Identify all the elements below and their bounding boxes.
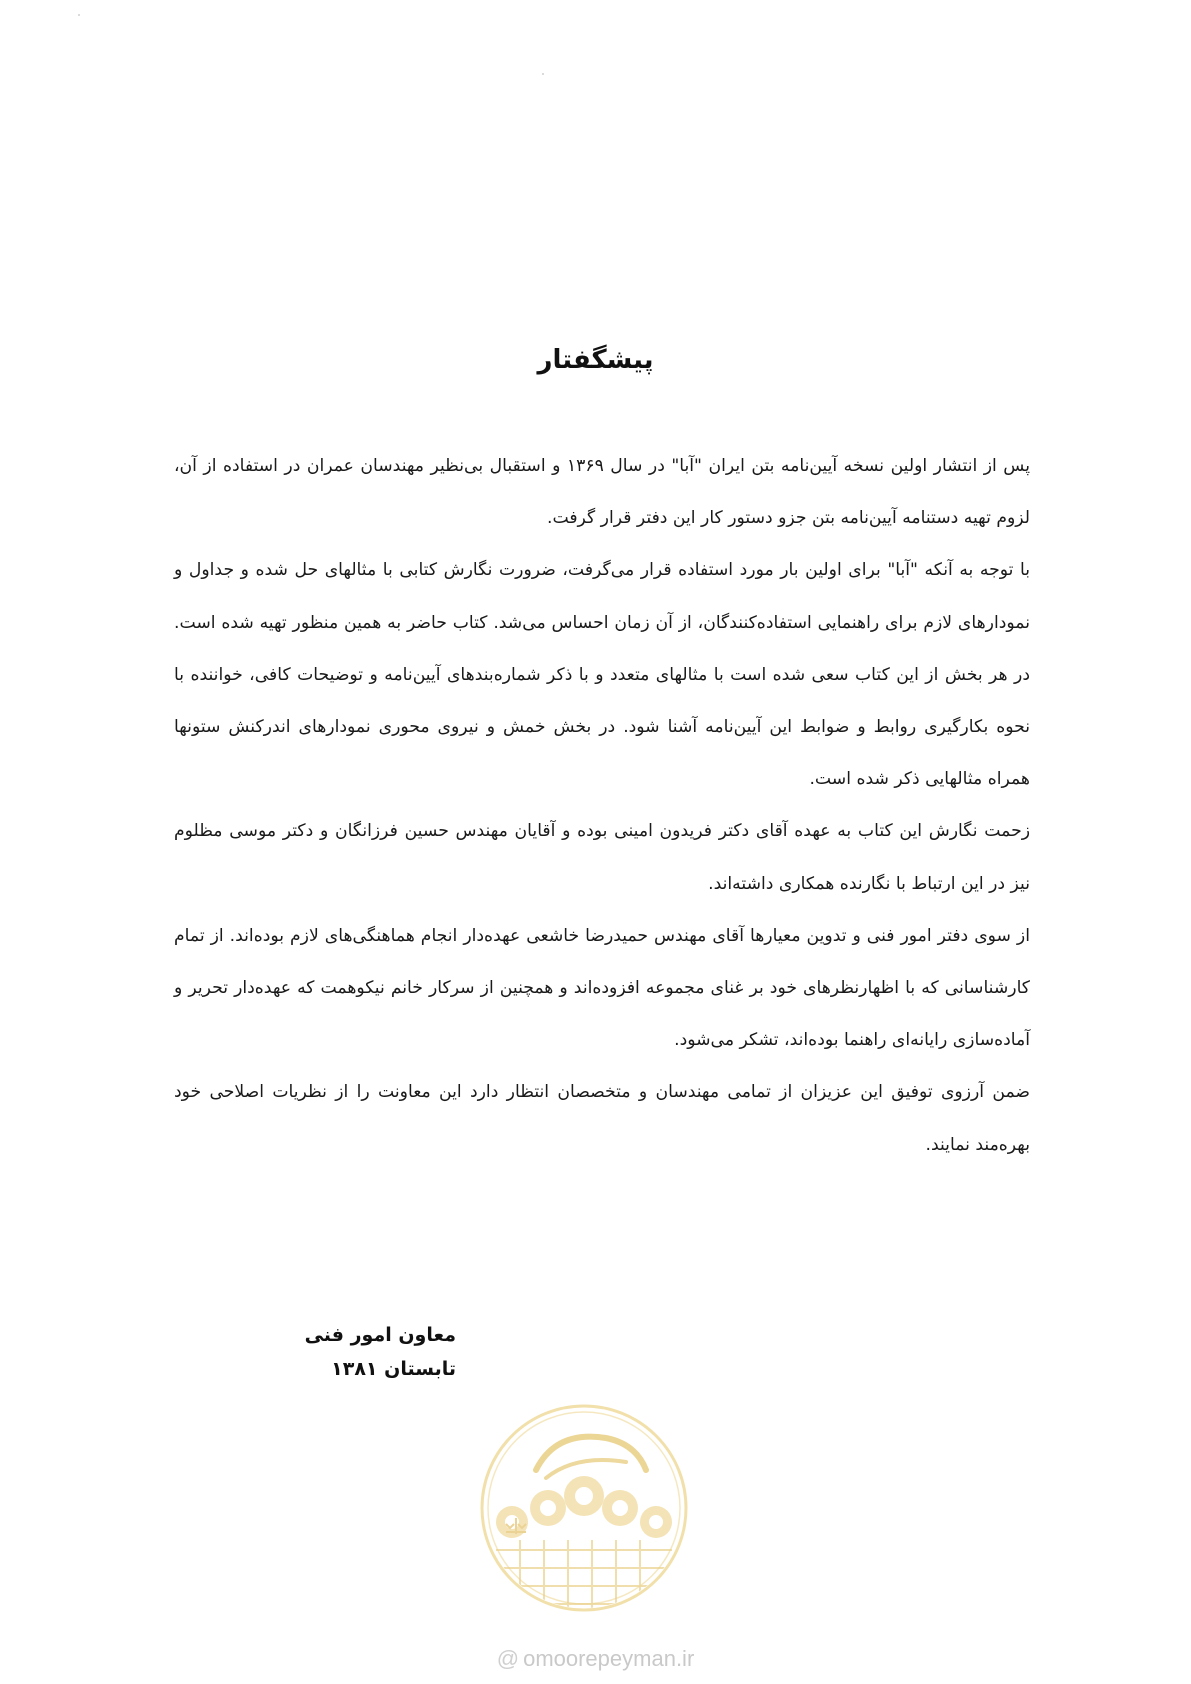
seal-emblem-icon: [476, 1400, 692, 1616]
paragraph: از سوی دفتر امور فنی و تدوین معیارها آقای مهندس حمیدرضا خاشعی عهده‌دار انجام هماهنگی‌های لازم بوده‌اند. از تمام کارشناسانی که با اظهارنظرهای خود بر غنای مجموعه افزوده‌اند و همچنین از سرکار خانم نیکوهمت که عهده‌دار تحریر و آماده‌سازی رایانه‌ای راهنما بوده‌اند، تشکر می‌شود.: [174, 925, 1030, 1051]
signature-block: [236, 1318, 456, 1386]
paragraph: پس از انتشار اولین نسخه آیین‌نامه بتن ایران "آبا" در سال ۱۳۶۹ و استقبال بی‌نظیر مهندسان عمران در استفاده از آن، لزوم تهیه دستنامه آیین‌نامه بتن جزو دستور کار این دفتر قرار گرفت.: [174, 456, 1030, 529]
watermark-url: [0, 1646, 1191, 1672]
signature-date: تابستان ۱۳۸۱: [331, 1358, 456, 1380]
scan-speck: [542, 73, 544, 75]
paragraph: ضمن آرزوی توفیق این عزیزان از تمامی مهندسان و متخصصان انتظار دارد این معاونت را از نظریات اصلاحی خود بهره‌مند نمایند.: [174, 1082, 1030, 1155]
at-sign-icon: @: [496, 1646, 520, 1671]
page-title: پیشگفتار: [537, 345, 654, 376]
scan-speck: [78, 14, 80, 16]
watermark-seal: [476, 1400, 692, 1616]
paragraph: زحمت نگارش این کتاب به عهده آقای دکتر فریدون امینی بوده و آقایان مهندس حسین فرزانگان و دکتر موسی مظلوم نیز در این ارتباط با نگارنده همکاری داشته‌اند.: [174, 821, 1030, 894]
watermark-url-text: omoorepeyman.ir: [523, 1646, 695, 1671]
paragraph: با توجه به آنکه "آبا" برای اولین بار مورد استفاده قرار می‌گرفت، ضرورت نگارش کتابی با مثالهای حل شده و جداول و نمودارهای لازم برای راهنمایی استفاده‌کنندگان، از آن زمان احساس می‌شد. کتاب حاضر به همین منظور تهیه شده است. در هر بخش از این کتاب سعی شده است با مثالهای متعدد و با ذکر شماره‌بندهای آیین‌نامه و توضیحات کافی، خواننده با نحوه بکارگیری روابط و ضوابط این آیین‌نامه آشنا شود. در بخش خمش و نیروی محوری نمودارهای اندرکنش ستونها همراه مثالهایی ذکر شده است.: [174, 560, 1030, 790]
body-text: [174, 440, 1030, 1171]
signature-office: معاون امور فنی: [304, 1324, 456, 1346]
